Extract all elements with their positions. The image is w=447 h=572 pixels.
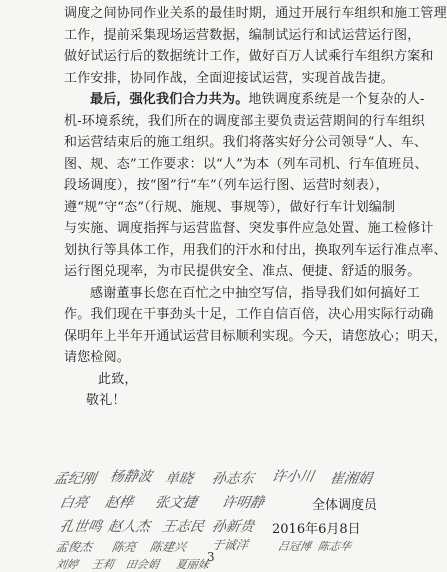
signature: 孙志东: [210, 471, 256, 487]
p2-line-7: 与实施、调度指挥与运营监督、突发事件应急处置、施工检修计: [64, 221, 434, 236]
signature: 杨静波: [108, 469, 154, 485]
signature: 于诚洋: [210, 538, 250, 552]
p1-line-4: 工作安排，协同作战，全面迎接试运营，实现首战告捷。: [64, 70, 395, 86]
signature: 赵桦: [103, 495, 135, 511]
closing-1: 此致，: [98, 371, 138, 387]
p3-line-4: 请您检阅。: [64, 350, 131, 365]
p1-line-3: 做好试运行后的数据统计工作，做好百万人试乘行车组织方案和: [64, 49, 434, 64]
signature: 许明静: [220, 495, 266, 511]
p2-line-6: 遵“规”守“态”（行规、施规、事规等），做好行车计划编制: [64, 199, 396, 215]
signature: 孟俊杰: [54, 540, 94, 554]
p2-line-4: 图、规、态”工作要求：以“人”为本（列车司机、行车值班员、: [64, 156, 428, 172]
p2-line-1: [64, 89, 425, 111]
signature: 刘婷: [54, 558, 80, 571]
p2-first-rest: 地铁调度系统是一个复杂的人-: [248, 92, 425, 107]
signature: 孟纪刚: [52, 471, 98, 487]
signature: 夏丽妹: [174, 558, 211, 571]
signature: 张文捷: [153, 495, 199, 511]
signature: 王莉: [90, 558, 116, 571]
signature: 赵人杰: [106, 519, 152, 535]
p3-line-2: 作。我们现在干事劲头十足，工作自信百倍，决心用实际行动确: [64, 307, 434, 322]
signature: 孙新贵: [210, 519, 256, 535]
p2-line-9: 运行图兑现率，为市民提供安全、准点、便捷、舒适的服务。: [64, 264, 421, 279]
p2-heading: 最后，强化我们合力共为。: [90, 92, 249, 107]
p3-line-1: 感谢董事长您在百忙之中抽空写信，指导我们如何搞好工: [90, 285, 421, 301]
p1-line-1: 调度之间协同作业关系的最佳时期，通过开展行车组织和施工管理: [64, 6, 447, 21]
p2-line-3: 和运营结束后的施工组织。我们将落实好分公司领导“人、车、: [64, 135, 428, 150]
signature: 陈建兴: [148, 540, 188, 554]
p2-line-2: 机-环境系统，我们所在的调度部主要负责运营期间的行车组织: [64, 113, 425, 129]
p3-line-3: 保明年上半年开通试运营目标顺利实现。今天，请您放心；明天，: [64, 328, 447, 344]
letter-date: 2016年6月8日: [272, 522, 361, 537]
signature: 陈志华: [316, 540, 353, 553]
signature: 田会娟: [124, 558, 161, 571]
signature: 崔湘娟: [328, 471, 374, 487]
closing-2: 敬礼！: [86, 393, 126, 408]
signature: 许小川: [270, 469, 316, 485]
p2-line-8: 划执行等具体工作，用我们的汗水和付出，换取列车运行准点率、: [64, 242, 447, 258]
letter-body: [64, 3, 447, 412]
page-number: 3: [207, 550, 215, 564]
signature: 陈亮: [110, 540, 138, 554]
signature: 单晓: [163, 471, 195, 487]
signature: 孔世鸣: [58, 519, 104, 535]
p1-line-2: 工作，提前采集现场运营数据，编制试运行和试运营运行图，: [64, 27, 421, 43]
p2-line-5: 段场调度），按“图”行“车”（列车运行图、运营时刻表），: [64, 178, 389, 193]
signature: 王志民: [160, 519, 206, 535]
signature: 吕冠博: [276, 540, 313, 553]
signatory-label: 全体调度员: [312, 498, 378, 513]
signature: 白亮: [58, 495, 90, 511]
